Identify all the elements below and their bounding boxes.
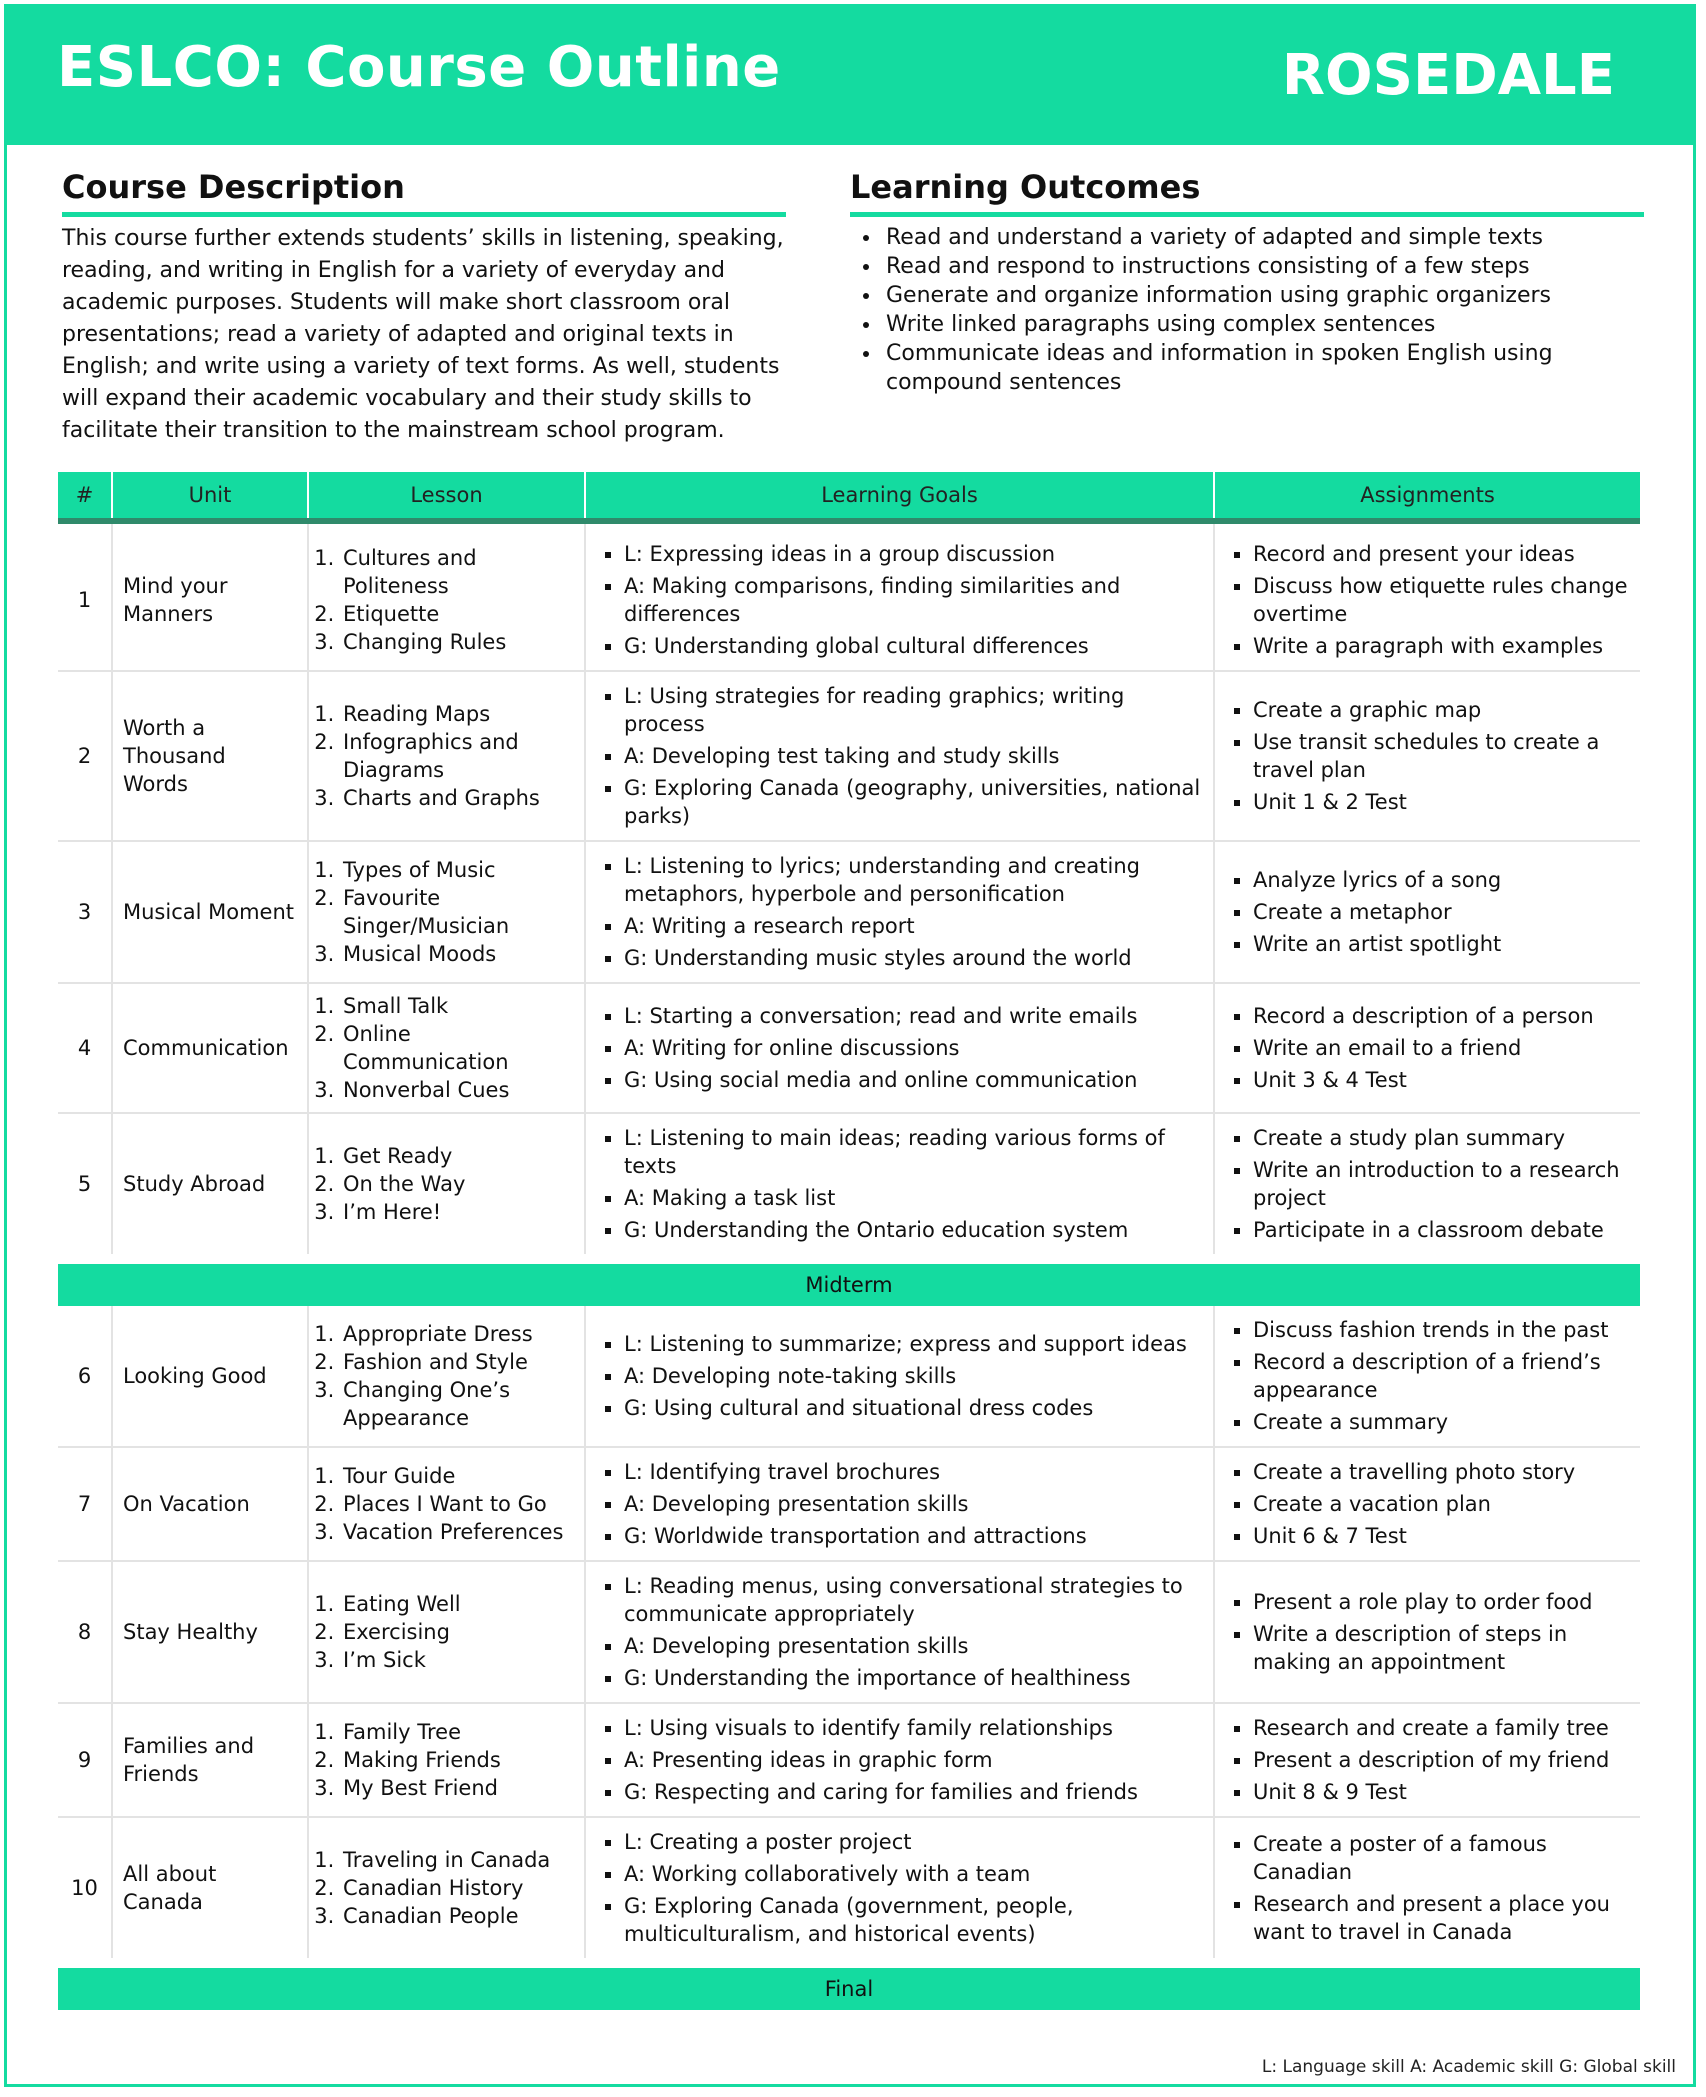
assignment-item: ▪ Write an email to a friend xyxy=(1253,1032,1630,1064)
table-row xyxy=(58,841,1640,983)
assignment-item: ▪ Record a description of a friend’s appearance xyxy=(1253,1346,1630,1406)
lesson-item: 2. Favourite Singer/Musician xyxy=(341,884,574,940)
assignment-item: ▪ Research and present a place you want to travel in Canada xyxy=(1253,1888,1630,1948)
lesson-cell xyxy=(308,1561,585,1703)
learning-goals-cell xyxy=(585,983,1214,1113)
assignment-item: ▪ Unit 6 & 7 Test xyxy=(1253,1520,1630,1552)
learning-goal-item: ▪ L: Expressing ideas in a group discussion xyxy=(624,538,1203,570)
lesson-cell xyxy=(308,1817,585,1963)
unit-name: Worth a Thousand Words xyxy=(112,671,308,841)
assignment-item: ▪ Present a description of my friend xyxy=(1253,1744,1630,1776)
learning-outcomes-section xyxy=(850,168,1644,397)
skill-legend: L: Language skill A: Academic skill G: Global skill xyxy=(1261,2057,1676,2077)
assignment-item: ▪ Create a metaphor xyxy=(1253,896,1630,928)
lesson-item: 2. Online Communication xyxy=(341,1020,574,1076)
learning-goals-list xyxy=(596,1122,1203,1246)
assignment-item: ▪ Write a paragraph with examples xyxy=(1253,630,1630,662)
col-header-assignments: Assignments xyxy=(1214,472,1640,521)
assignment-item: ▪ Create a summary xyxy=(1253,1406,1630,1438)
assignments-list xyxy=(1225,1000,1630,1096)
unit-name: Musical Moment xyxy=(112,841,308,983)
unit-number: 7 xyxy=(58,1447,112,1561)
assignment-item: ▪ Present a role play to order food xyxy=(1253,1586,1630,1618)
lesson-item: 3. Changing One’s Appearance xyxy=(341,1376,574,1432)
learning-goal-item: ▪ G: Understanding the importance of healthiness xyxy=(624,1662,1203,1694)
learning-goal-item: ▪ G: Using social media and online communication xyxy=(624,1064,1203,1096)
assignment-item: ▪ Use transit schedules to create a travel plan xyxy=(1253,726,1630,786)
assignments-cell xyxy=(1214,1703,1640,1817)
col-header-unit: Unit xyxy=(112,472,308,521)
learning-outcome-item: • Read and respond to instructions consisting of a few steps xyxy=(882,252,1644,281)
learning-goals-list xyxy=(596,1000,1203,1096)
col-header-number: # xyxy=(58,472,112,521)
learning-goal-item: ▪ A: Writing a research report xyxy=(624,910,1203,942)
assignment-item: ▪ Create a graphic map xyxy=(1253,694,1630,726)
learning-goal-item: ▪ A: Developing presentation skills xyxy=(624,1488,1203,1520)
unit-number: 5 xyxy=(58,1113,112,1259)
learning-goal-item: ▪ A: Developing test taking and study skills xyxy=(624,740,1203,772)
table-row xyxy=(58,671,1640,841)
learning-goals-list xyxy=(596,680,1203,832)
lesson-list xyxy=(319,1718,574,1802)
assignment-item: ▪ Record and present your ideas xyxy=(1253,538,1630,570)
lesson-item: 1. Tour Guide xyxy=(341,1462,574,1490)
learning-goal-item: ▪ A: Writing for online discussions xyxy=(624,1032,1203,1064)
unit-name: Mind your Manners xyxy=(112,521,308,671)
lesson-cell xyxy=(308,1306,585,1447)
table-body xyxy=(58,521,1640,2010)
learning-goal-item: ▪ L: Using strategies for reading graphics; writing process xyxy=(624,680,1203,740)
learning-goals-list xyxy=(596,538,1203,662)
lesson-item: 1. Appropriate Dress xyxy=(341,1320,574,1348)
lesson-list xyxy=(319,700,574,812)
lesson-item: 3. Changing Rules xyxy=(341,628,574,656)
lesson-item: 1. Cultures and Politeness xyxy=(341,544,574,600)
assignment-item: ▪ Research and create a family tree xyxy=(1253,1712,1630,1744)
lesson-list xyxy=(319,544,574,656)
assignment-item: ▪ Discuss how etiquette rules change overtime xyxy=(1253,570,1630,630)
learning-goals-cell xyxy=(585,1113,1214,1259)
col-header-lesson: Lesson xyxy=(308,472,585,521)
assignment-item: ▪ Discuss fashion trends in the past xyxy=(1253,1314,1630,1346)
lesson-item: 3. Nonverbal Cues xyxy=(341,1076,574,1104)
midterm-label: Midterm xyxy=(58,1259,1640,1306)
assignments-list xyxy=(1225,1122,1630,1246)
lesson-item: 2. Canadian History xyxy=(341,1874,574,1902)
learning-goal-item: ▪ L: Listening to main ideas; reading various forms of texts xyxy=(624,1122,1203,1182)
assignment-item: ▪ Participate in a classroom debate xyxy=(1253,1214,1630,1246)
learning-goal-item: ▪ G: Respecting and caring for families and friends xyxy=(624,1776,1203,1808)
lesson-cell xyxy=(308,1703,585,1817)
lesson-item: 3. I’m Sick xyxy=(341,1646,574,1674)
lesson-item: 3. I’m Here! xyxy=(341,1198,574,1226)
learning-goals-cell xyxy=(585,841,1214,983)
unit-number: 6 xyxy=(58,1306,112,1447)
lesson-item: 3. Charts and Graphs xyxy=(341,784,574,812)
unit-number: 3 xyxy=(58,841,112,983)
lesson-list xyxy=(319,1320,574,1432)
midterm-row xyxy=(58,1259,1640,1306)
assignments-list xyxy=(1225,1314,1630,1438)
unit-name: All about Canada xyxy=(112,1817,308,1963)
assignment-item: ▪ Write an introduction to a research project xyxy=(1253,1154,1630,1214)
table-row xyxy=(58,521,1640,671)
learning-goals-cell xyxy=(585,1561,1214,1703)
lesson-cell xyxy=(308,521,585,671)
assignment-item: ▪ Record a description of a person xyxy=(1253,1000,1630,1032)
assignments-list xyxy=(1225,1712,1630,1808)
learning-goal-item: ▪ A: Making comparisons, finding similarities and differences xyxy=(624,570,1203,630)
col-header-learning-goals: Learning Goals xyxy=(585,472,1214,521)
learning-goals-list xyxy=(596,1826,1203,1950)
table-row xyxy=(58,1561,1640,1703)
assignment-item: ▪ Create a travelling photo story xyxy=(1253,1456,1630,1488)
learning-goal-item: ▪ G: Using cultural and situational dress codes xyxy=(624,1392,1203,1424)
learning-goals-cell xyxy=(585,671,1214,841)
learning-goals-cell xyxy=(585,1817,1214,1963)
lesson-item: 1. Eating Well xyxy=(341,1590,574,1618)
learning-goal-item: ▪ L: Starting a conversation; read and write emails xyxy=(624,1000,1203,1032)
course-description-text: This course further extends students’ skills in listening, speaking, reading, and writing in English for a variety of everyday and academic purposes. Students will make short classroom oral presentations; read a variety of adapted and original texts in English; and write using a variety of text forms. As well, students will expand their academic vocabulary and their study skills to facilitate their transition to the mainstream school program. xyxy=(62,226,784,443)
learning-goal-item: ▪ A: Working collaboratively with a team xyxy=(624,1858,1203,1890)
learning-goal-item: ▪ G: Worldwide transportation and attractions xyxy=(624,1520,1203,1552)
assignments-cell xyxy=(1214,1306,1640,1447)
learning-goals-cell xyxy=(585,1306,1214,1447)
learning-outcome-item: • Write linked paragraphs using complex sentences xyxy=(882,310,1644,339)
lesson-item: 2. Making Friends xyxy=(341,1746,574,1774)
assignments-cell xyxy=(1214,1447,1640,1561)
learning-goal-item: ▪ G: Understanding global cultural differences xyxy=(624,630,1203,662)
final-label: Final xyxy=(58,1963,1640,2010)
lesson-list xyxy=(319,1142,574,1226)
table-row xyxy=(58,1306,1640,1447)
lesson-item: 2. Exercising xyxy=(341,1618,574,1646)
learning-goal-item: ▪ G: Exploring Canada (geography, universities, national parks) xyxy=(624,772,1203,832)
assignments-cell xyxy=(1214,521,1640,671)
lesson-item: 3. Musical Moods xyxy=(341,940,574,968)
assignments-cell xyxy=(1214,1113,1640,1259)
assignment-item: ▪ Create a poster of a famous Canadian xyxy=(1253,1828,1630,1888)
lesson-cell xyxy=(308,983,585,1113)
assignments-cell xyxy=(1214,841,1640,983)
learning-outcomes-heading: Learning Outcomes xyxy=(850,168,1644,217)
assignment-item: ▪ Analyze lyrics of a song xyxy=(1253,864,1630,896)
learning-goal-item: ▪ L: Listening to summarize; express and support ideas xyxy=(624,1328,1203,1360)
learning-outcomes-list xyxy=(850,223,1644,397)
lesson-cell xyxy=(308,841,585,983)
assignment-item: ▪ Write a description of steps in making an appointment xyxy=(1253,1618,1630,1678)
assignment-item: ▪ Create a vacation plan xyxy=(1253,1488,1630,1520)
table-row xyxy=(58,1447,1640,1561)
learning-goal-item: ▪ G: Understanding music styles around the world xyxy=(624,942,1203,974)
unit-number: 10 xyxy=(58,1817,112,1963)
unit-number: 9 xyxy=(58,1703,112,1817)
lesson-cell xyxy=(308,1113,585,1259)
course-description-section xyxy=(62,168,786,447)
learning-goal-item: ▪ A: Developing note-taking skills xyxy=(624,1360,1203,1392)
learning-goals-cell xyxy=(585,1703,1214,1817)
lesson-item: 2. Fashion and Style xyxy=(341,1348,574,1376)
learning-outcome-item: • Communicate ideas and information in spoken English using compound sentences xyxy=(882,339,1644,397)
table-row xyxy=(58,1817,1640,1963)
learning-goal-item: ▪ L: Creating a poster project xyxy=(624,1826,1203,1858)
course-outline-table xyxy=(58,472,1640,2010)
lesson-item: 1. Traveling in Canada xyxy=(341,1846,574,1874)
school-name: ROSEDALE xyxy=(1281,43,1615,108)
assignments-list xyxy=(1225,694,1630,818)
learning-goal-item: ▪ G: Exploring Canada (government, people, multiculturalism, and historical events) xyxy=(624,1890,1203,1950)
assignment-item: ▪ Create a study plan summary xyxy=(1253,1122,1630,1154)
lesson-item: 1. Family Tree xyxy=(341,1718,574,1746)
learning-goal-item: ▪ L: Using visuals to identify family relationships xyxy=(624,1712,1203,1744)
learning-goals-list xyxy=(596,1570,1203,1694)
learning-outcome-item: • Read and understand a variety of adapted and simple texts xyxy=(882,223,1644,252)
lesson-list xyxy=(319,856,574,968)
learning-goals-list xyxy=(596,1456,1203,1552)
lesson-item: 1. Reading Maps xyxy=(341,700,574,728)
assignments-list xyxy=(1225,538,1630,662)
unit-name: On Vacation xyxy=(112,1447,308,1561)
unit-number: 8 xyxy=(58,1561,112,1703)
unit-name: Families and Friends xyxy=(112,1703,308,1817)
assignment-item: ▪ Unit 8 & 9 Test xyxy=(1253,1776,1630,1808)
assignments-cell xyxy=(1214,671,1640,841)
assignments-list xyxy=(1225,1828,1630,1948)
table-row xyxy=(58,1703,1640,1817)
learning-goals-cell xyxy=(585,521,1214,671)
assignments-cell xyxy=(1214,983,1640,1113)
table-row xyxy=(58,1113,1640,1259)
lesson-item: 1. Small Talk xyxy=(341,992,574,1020)
lesson-item: 2. Etiquette xyxy=(341,600,574,628)
unit-name: Study Abroad xyxy=(112,1113,308,1259)
unit-number: 1 xyxy=(58,521,112,671)
lesson-item: 1. Get Ready xyxy=(341,1142,574,1170)
unit-number: 4 xyxy=(58,983,112,1113)
assignments-cell xyxy=(1214,1817,1640,1963)
assignments-list xyxy=(1225,1586,1630,1678)
lesson-item: 2. Infographics and Diagrams xyxy=(341,728,574,784)
title-banner xyxy=(7,7,1693,145)
unit-name: Looking Good xyxy=(112,1306,308,1447)
assignments-cell xyxy=(1214,1561,1640,1703)
assignment-item: ▪ Unit 3 & 4 Test xyxy=(1253,1064,1630,1096)
lesson-list xyxy=(319,1462,574,1546)
lesson-list xyxy=(319,1590,574,1674)
lesson-list xyxy=(319,992,574,1104)
page-title: ESLCO: Course Outline xyxy=(57,35,781,100)
learning-outcome-item: • Generate and organize information using graphic organizers xyxy=(882,281,1644,310)
unit-name: Stay Healthy xyxy=(112,1561,308,1703)
assignments-list xyxy=(1225,864,1630,960)
course-description-heading: Course Description xyxy=(62,168,786,217)
lesson-list xyxy=(319,1846,574,1930)
learning-goals-cell xyxy=(585,1447,1214,1561)
learning-goal-item: ▪ L: Identifying travel brochures xyxy=(624,1456,1203,1488)
lesson-item: 2. Places I Want to Go xyxy=(341,1490,574,1518)
learning-goal-item: ▪ G: Understanding the Ontario education system xyxy=(624,1214,1203,1246)
learning-goals-list xyxy=(596,1712,1203,1808)
lesson-cell xyxy=(308,671,585,841)
final-row xyxy=(58,1963,1640,2010)
learning-goals-list xyxy=(596,1328,1203,1424)
learning-goal-item: ▪ A: Developing presentation skills xyxy=(624,1630,1203,1662)
learning-goal-item: ▪ L: Reading menus, using conversational strategies to communicate appropriately xyxy=(624,1570,1203,1630)
assignments-list xyxy=(1225,1456,1630,1552)
lesson-item: 3. My Best Friend xyxy=(341,1774,574,1802)
unit-number: 2 xyxy=(58,671,112,841)
assignment-item: ▪ Write an artist spotlight xyxy=(1253,928,1630,960)
learning-goal-item: ▪ A: Presenting ideas in graphic form xyxy=(624,1744,1203,1776)
lesson-item: 3. Vacation Preferences xyxy=(341,1518,574,1546)
lesson-cell xyxy=(308,1447,585,1561)
learning-goal-item: ▪ L: Listening to lyrics; understanding and creating metaphors, hyperbole and personification xyxy=(624,850,1203,910)
lesson-item: 2. On the Way xyxy=(341,1170,574,1198)
learning-goals-list xyxy=(596,850,1203,974)
table-header-row xyxy=(58,472,1640,521)
learning-goal-item: ▪ A: Making a task list xyxy=(624,1182,1203,1214)
unit-name: Communication xyxy=(112,983,308,1113)
assignment-item: ▪ Unit 1 & 2 Test xyxy=(1253,786,1630,818)
lesson-item: 1. Types of Music xyxy=(341,856,574,884)
table-row xyxy=(58,983,1640,1113)
lesson-item: 3. Canadian People xyxy=(341,1902,574,1930)
